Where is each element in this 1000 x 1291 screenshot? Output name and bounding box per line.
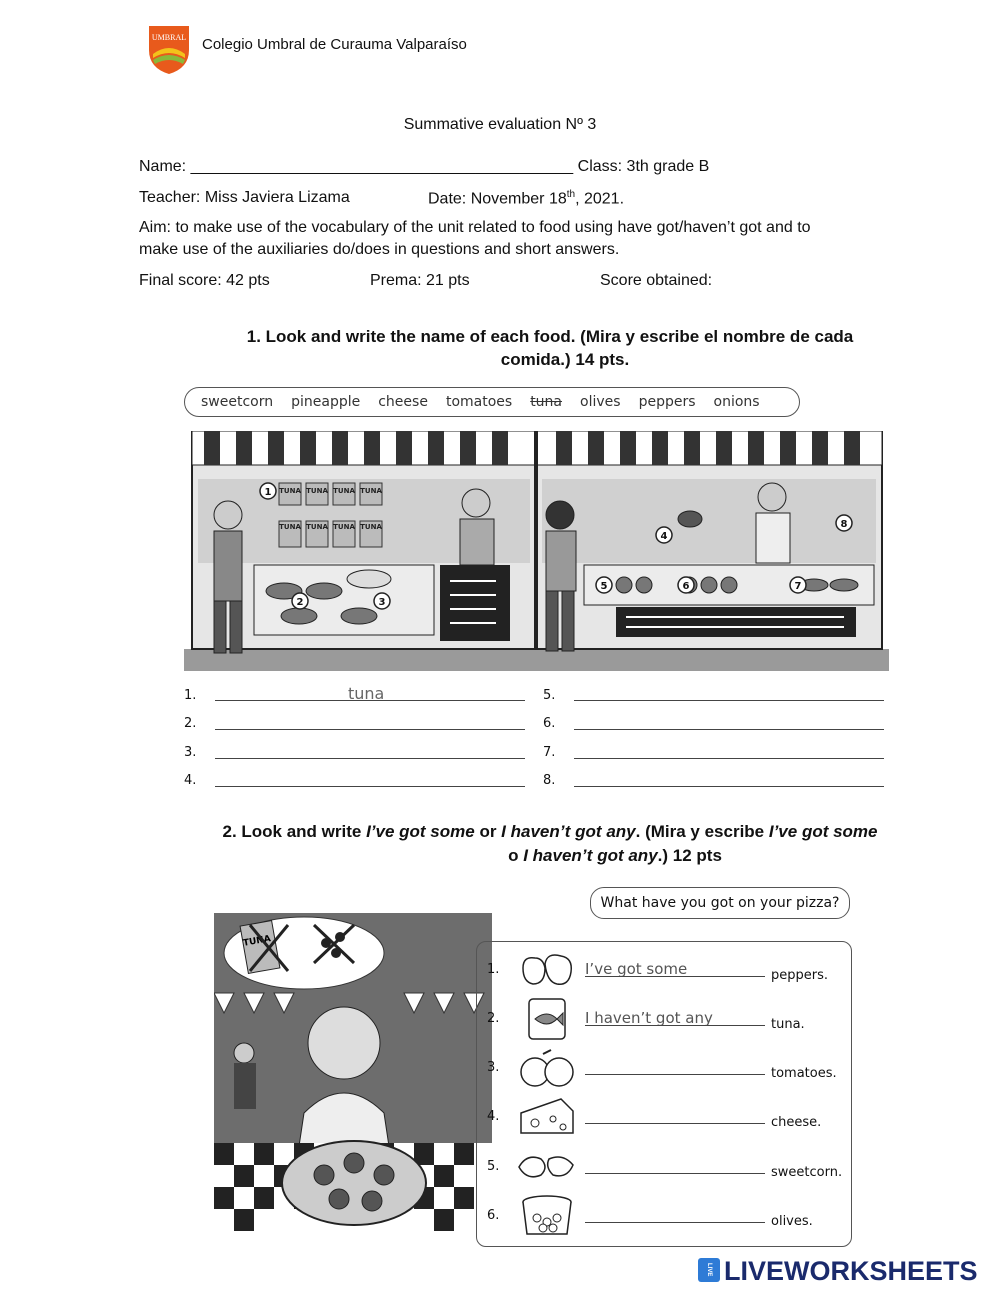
word-olives: olives [580, 394, 621, 410]
market-label-2: 2 [296, 597, 304, 608]
market-label-4: 4 [660, 531, 668, 542]
score-obtained: Score obtained: [600, 272, 713, 289]
q1-answer-line-8[interactable] [574, 786, 884, 787]
q1-example-answer: tuna [348, 684, 385, 703]
q2-row [487, 997, 847, 1041]
q2-row-word: sweetcorn. [771, 1165, 843, 1180]
aim-line-1: Aim: to make use of the vocabulary of the unit related to food using have got/haven’t got and to [139, 219, 811, 236]
q2-answer-line-4[interactable] [585, 1123, 765, 1124]
q1-answer-line-6[interactable] [574, 729, 884, 730]
market-label-3: 3 [378, 597, 386, 608]
q1-num-6: 6. [543, 716, 556, 731]
q2-answer-line-5[interactable] [585, 1173, 765, 1174]
svg-text:TUNA: TUNA [242, 934, 272, 949]
svg-text:TUNA: TUNA [360, 523, 382, 531]
q2-row-word: peppers. [771, 968, 829, 983]
final-score: Final score: 42 pts [139, 272, 270, 289]
q2-row [487, 1095, 847, 1139]
word-sweetcorn: sweetcorn [201, 394, 274, 410]
peppers-icon [515, 948, 579, 992]
svg-text:TUNA: TUNA [333, 523, 355, 531]
cheese-icon [515, 1095, 579, 1139]
q2-row-num: 5. [487, 1159, 500, 1174]
market-label-6: 6 [682, 581, 690, 592]
q1-num-5: 5. [543, 688, 556, 703]
q2-row-num: 1. [487, 962, 500, 977]
q2-row-word: olives. [771, 1214, 813, 1229]
school-logo [145, 24, 193, 76]
word-onions: onions [713, 394, 760, 410]
word-peppers: peppers [638, 394, 696, 410]
svg-text:TUNA: TUNA [333, 487, 355, 495]
prema: Prema: 21 pts [370, 272, 470, 289]
q2-row-num: 6. [487, 1208, 500, 1223]
word-bank [184, 387, 800, 417]
q2-title-line2: o I haven’t got any.) 12 pts [508, 846, 722, 865]
q2-row-word: cheese. [771, 1115, 822, 1130]
q2-example-answer-1: I’ve got some [585, 960, 688, 978]
q2-answer-line-1[interactable] [585, 976, 765, 977]
svg-text:TUNA: TUNA [279, 523, 301, 531]
svg-text:TUNA: TUNA [306, 523, 328, 531]
svg-text:TUNA: TUNA [279, 487, 301, 495]
speech-bubble: What have you got on your pizza? [590, 887, 850, 919]
q2-row-word: tomatoes. [771, 1066, 837, 1081]
q1-num-1: 1. [184, 688, 197, 703]
svg-text:TUNA: TUNA [360, 487, 382, 495]
svg-text:TUNA: TUNA [306, 487, 328, 495]
liveworksheets-badge: LIVE [698, 1258, 720, 1282]
market-label-5: 5 [600, 581, 608, 592]
q2-row [487, 1046, 847, 1090]
aim-line-2: make use of the auxiliaries do/does in questions and short answers. [139, 241, 620, 258]
q2-row-num: 3. [487, 1060, 500, 1075]
sweetcorn-icon [515, 1145, 579, 1189]
pizza-illustration [214, 913, 492, 1231]
liveworksheets-brand[interactable]: LIVEWORKSHEETS [724, 1256, 978, 1286]
word-pineapple: pineapple [291, 394, 361, 410]
q1-num-8: 8. [543, 773, 556, 788]
name-class-line: Name: ___________________________________________ Class: 3th grade B [139, 158, 710, 175]
date-line: Date: November 18th, 2021. [428, 189, 625, 208]
q1-num-4: 4. [184, 773, 197, 788]
q1-num-3: 3. [184, 745, 197, 760]
page-title: Summative evaluation Nº 3 [403, 116, 597, 133]
market-label-8: 8 [840, 519, 848, 530]
tomatoes-icon [515, 1046, 579, 1090]
q2-example-answer-2: I haven’t got any [585, 1009, 713, 1027]
q2-row [487, 1145, 847, 1189]
q1-answer-line-2[interactable] [215, 729, 525, 730]
word-tuna: tuna [530, 394, 563, 410]
school-name: Colegio Umbral de Curauma Valparaíso [202, 36, 467, 53]
q2-answer-line-3[interactable] [585, 1074, 765, 1075]
q1-title-line2: comida.) 14 pts. [500, 350, 630, 369]
q2-row-num: 2. [487, 1011, 500, 1026]
q1-answer-line-7[interactable] [574, 758, 884, 759]
q1-answer-line-5[interactable] [574, 700, 884, 701]
word-cheese: cheese [378, 394, 428, 410]
q1-num-2: 2. [184, 716, 197, 731]
q2-answer-line-6[interactable] [585, 1222, 765, 1223]
q2-row [487, 1194, 847, 1238]
svg-text:UMBRAL: UMBRAL [151, 33, 187, 42]
q2-row-word: tuna. [771, 1017, 805, 1032]
teacher-line: Teacher: Miss Javiera Lizama [139, 189, 350, 206]
q2-answer-panel [476, 941, 852, 1247]
q2-row-num: 4. [487, 1109, 500, 1124]
q1-answer-line-4[interactable] [215, 786, 525, 787]
q2-answer-line-2[interactable] [585, 1025, 765, 1026]
word-tomatoes: tomatoes [445, 394, 513, 410]
q1-num-7: 7. [543, 745, 556, 760]
q2-row [487, 948, 847, 992]
market-label-1: 1 [264, 487, 272, 498]
q2-title-line1: 2. Look and write I’ve got some or I haven’t got any. (Mira y escribe I’ve got some [222, 822, 878, 841]
tuna-can-icon [515, 997, 579, 1041]
olives-jar-icon [515, 1194, 579, 1238]
q1-answer-line-3[interactable] [215, 758, 525, 759]
market-label-7: 7 [794, 581, 802, 592]
q1-title-line1: 1. Look and write the name of each food. (Mira y escribe el nombre de cada [246, 327, 854, 346]
market-illustration [184, 431, 889, 671]
